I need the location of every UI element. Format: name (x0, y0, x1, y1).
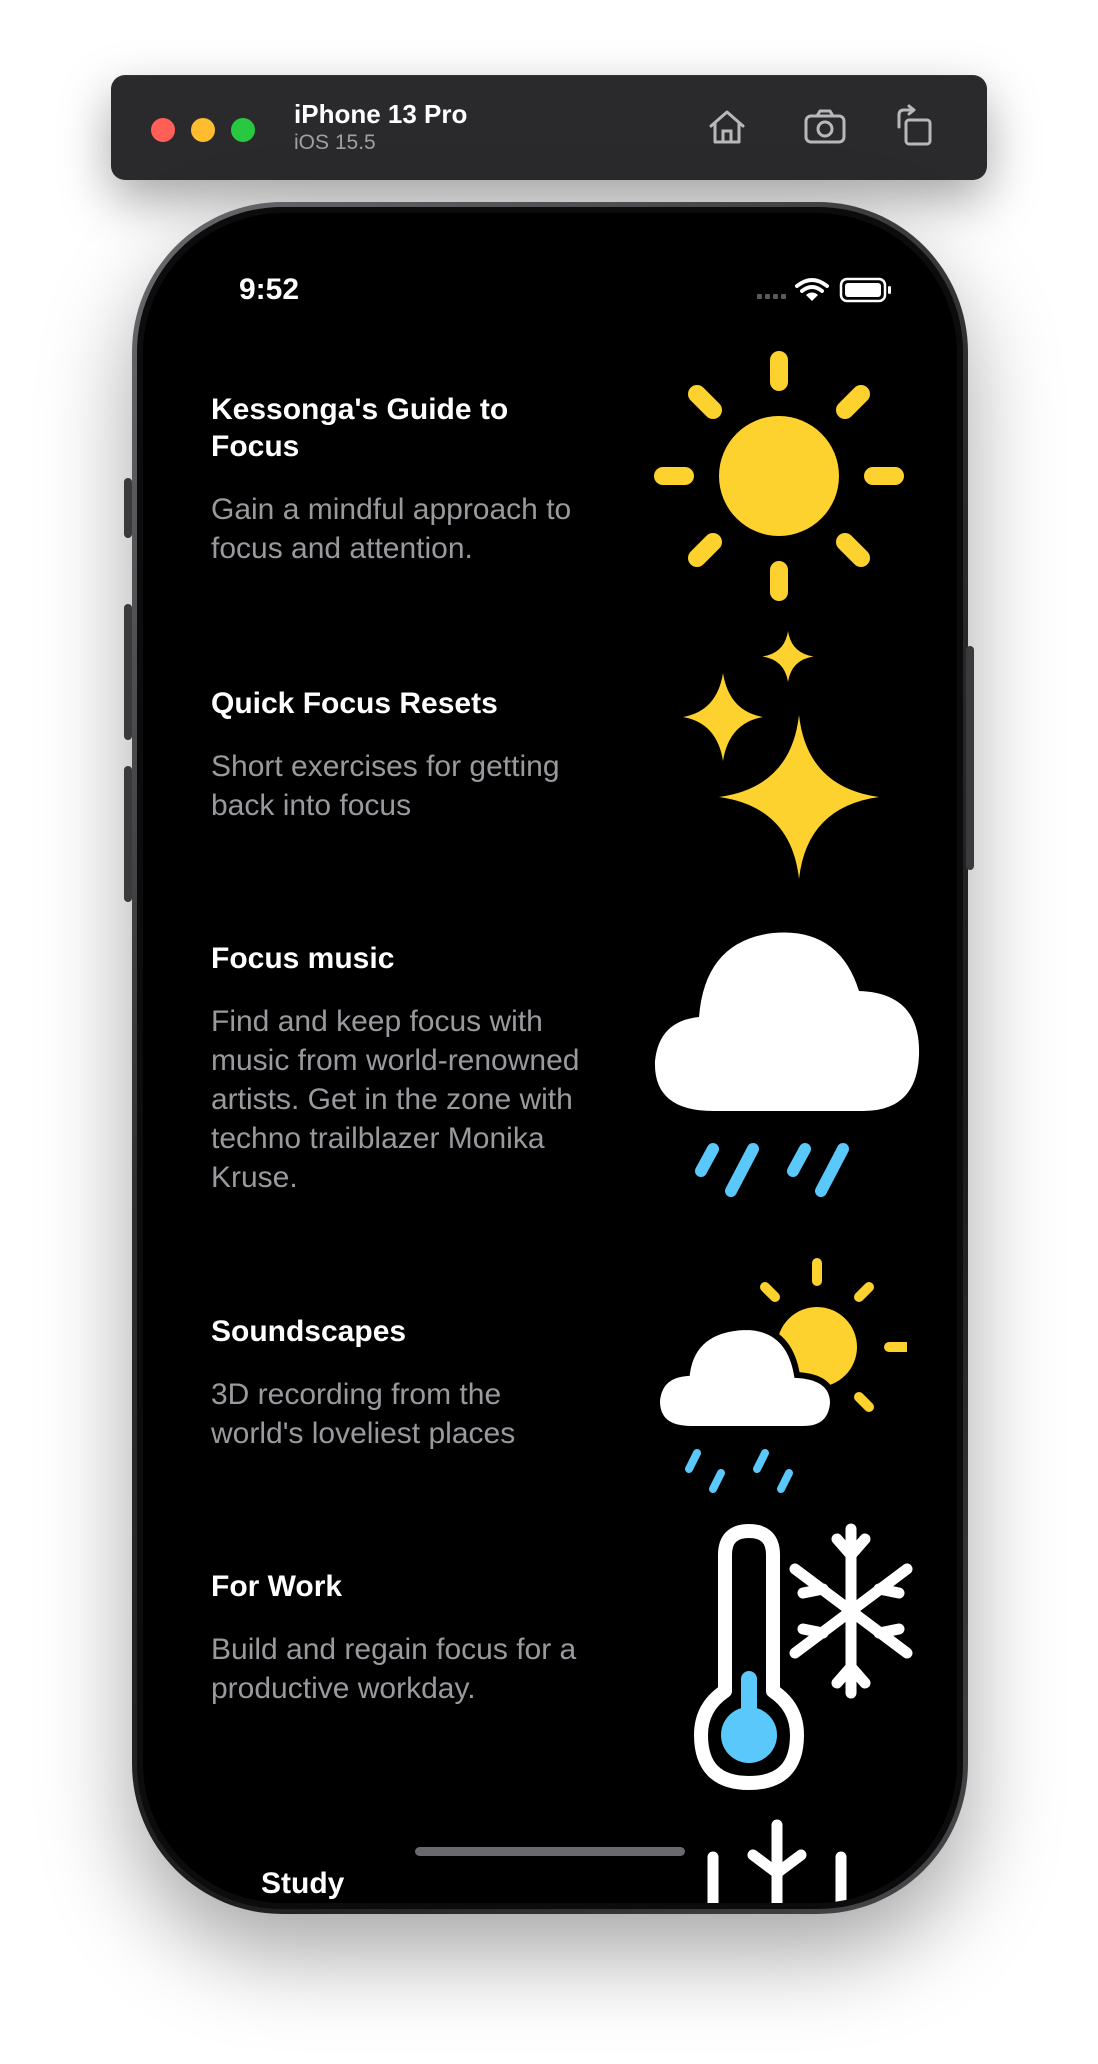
list-item-subtitle: Build and regain focus for a productive workday. (211, 1633, 577, 1705)
silent-switch (124, 478, 132, 538)
phone-screen (143, 213, 957, 1903)
signal-icon (757, 294, 786, 299)
list-item-title: Soundscapes (211, 1315, 407, 1348)
thermometer-snowflake-icon (683, 1521, 913, 1791)
list-item-title: Kessonga's Guide to Focus (211, 393, 509, 463)
cloud-rain-icon (653, 931, 923, 1221)
list-item-title: For Work (211, 1570, 343, 1603)
list-item-title: Focus music (211, 942, 395, 975)
power-button (966, 646, 974, 870)
sparkles-icon (683, 631, 893, 881)
device-os-version: iOS 15.5 (294, 131, 376, 154)
home-indicator[interactable] (415, 1847, 685, 1856)
volume-down-button (124, 766, 132, 902)
zoom-window-button[interactable] (231, 118, 255, 142)
rotate-icon (889, 101, 941, 153)
device-name: iPhone 13 Pro (294, 99, 468, 129)
home-icon (701, 101, 753, 153)
status-time: 9:52 (239, 273, 300, 306)
rotate-button[interactable] (889, 101, 941, 153)
close-window-button[interactable] (151, 118, 175, 142)
list-item-subtitle: Gain a mindful approach to focus and attention. (211, 493, 572, 565)
status-bar-icons (757, 275, 897, 305)
list-item-title: Quick Focus Resets (211, 687, 498, 720)
list-item-subtitle: Find and keep focus with music from world-renowned artists. Get in the zone with techno trailblazer Monika Kruse. (211, 1005, 580, 1194)
volume-up-button (124, 604, 132, 740)
snowflake-icon (703, 1817, 853, 1903)
cloud-sun-rain-icon (657, 1257, 907, 1507)
screenshot-button[interactable] (799, 101, 851, 153)
simulator-toolbar (111, 75, 987, 180)
list-item-subtitle: 3D recording from the world's loveliest places (211, 1378, 516, 1450)
minimize-window-button[interactable] (191, 118, 215, 142)
list-item-subtitle: Short exercises for getting back into focus (211, 750, 560, 822)
battery-icon (841, 279, 891, 301)
screenshot-icon (799, 101, 851, 153)
home-button[interactable] (701, 101, 753, 153)
sun-icon (651, 348, 907, 604)
wifi-icon (797, 280, 827, 301)
list-item-title: Study (261, 1867, 345, 1900)
